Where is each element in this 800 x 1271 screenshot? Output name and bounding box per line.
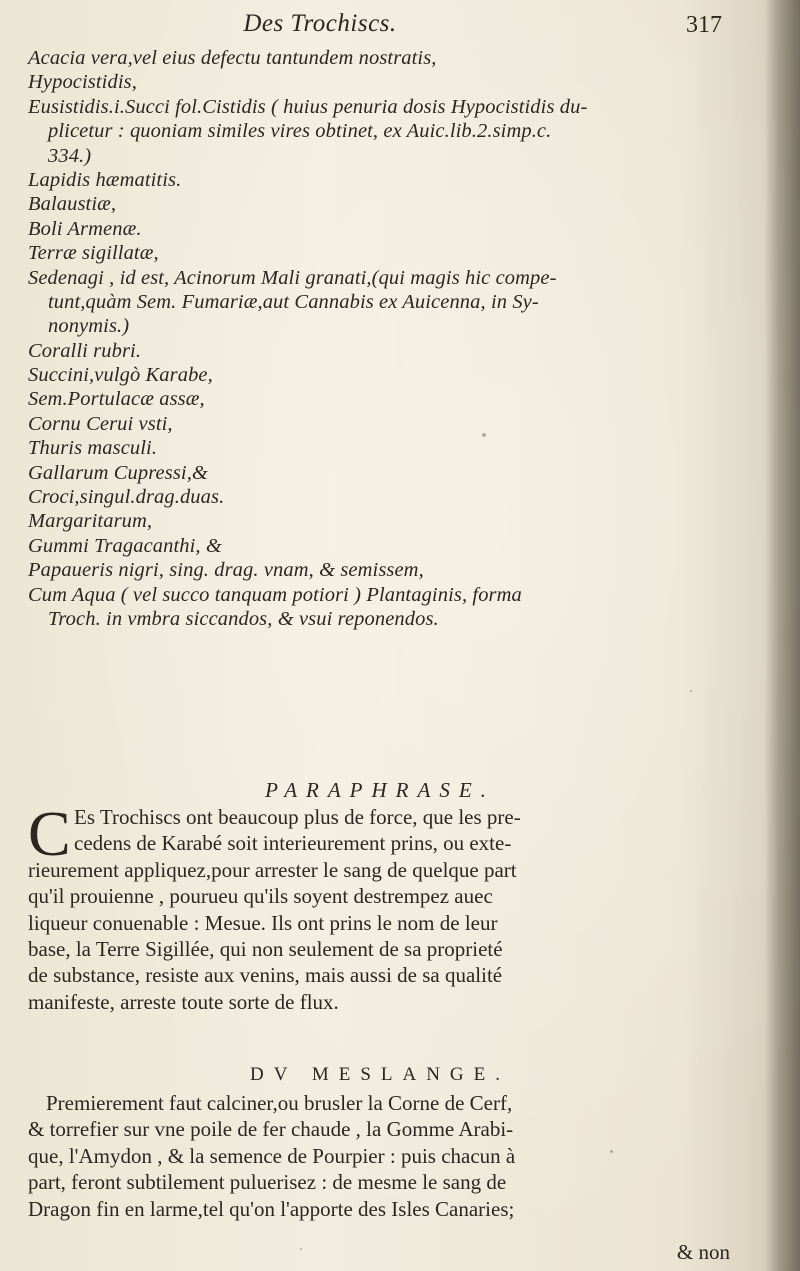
meslange-line: Dragon fin en larme,tel qu'on l'apporte des Isles Canaries; [28,1196,515,1221]
paraphrase-line: manifeste, arreste toute sorte de flux. [28,989,339,1014]
latin-line: Cornu Cerui vsti, [28,412,173,435]
latin-line: nonymis.) [48,315,130,338]
paraphrase-line: qu'il prouienne , pourueu qu'ils soyent destrempez auec [28,884,493,909]
latin-line: Gallarum Cupressi,& [28,461,208,484]
latin-line: Eusistidis.i.Succi fol.Cistidis ( huius penuria dosis Hypocistidis du- [28,95,588,118]
latin-line: Sedenagi , id est, Acinorum Mali granati,(qui magis hic compe- [28,266,557,289]
latin-line: Balaustiæ, [28,193,117,216]
latin-line: Hypocistidis, [28,71,137,94]
meslange-line: Premierement faut calciner,ou brusler la Corne de Cerf, [46,1091,513,1115]
latin-line: Lapidis hæmatitis. [28,168,182,191]
latin-line: tunt,quàm Sem. Fumariæ,aut Cannabis ex Auicenna, in Sy- [48,290,539,313]
latin-line: Thuris masculi. [28,437,158,460]
latin-line: Boli Armenæ. [28,217,142,240]
latin-line: Croci,singul.drag.duas. [28,486,225,509]
latin-line: Cum Aqua ( vel succo tanquam potiori ) Plantaginis, forma [28,583,522,606]
page-header [20,8,740,42]
latin-line: plicetur : quoniam similes vires obtinet, ex Auic.lib.2.simp.c. [48,120,552,143]
running-head: Des Trochiscs. [243,10,397,37]
paraphrase-line: de substance, resiste aux venins, mais aussi de sa qualité [28,963,503,988]
latin-line: Gummi Tragacanthi, & [28,534,222,557]
paraphrase-line: rieurement appliquez,pour arrester le sang de quelque part [28,857,517,882]
latin-line: Terræ sigillatæ, [28,242,159,265]
catchword: & non [676,1240,730,1264]
latin-ingredient-list [28,46,758,631]
latin-line: Papaueris nigri, sing. drag. vnam, & semissem, [28,559,424,582]
latin-line: Margaritarum, [28,510,153,533]
latin-line: Succini,vulgò Karabe, [28,364,213,387]
latin-line: 334.) [48,144,92,167]
meslange-heading: DV MESLANGE. [249,1064,511,1085]
page-gutter-shadow [764,0,800,1271]
page-number: 317 [686,12,722,38]
paraphrase-heading: PARAPHRASE. [265,778,495,802]
paraphrase-line: liqueur conuenable : Mesue. Ils ont prins le nom de leur [28,910,498,935]
paraphrase-line: Es Trochiscs ont beaucoup plus de force, que les pre- [74,805,521,829]
drop-cap-letter: C [28,798,71,869]
meslange-line: que, l'Amydon , & la semence de Pourpier : puis chacun à [28,1143,516,1168]
meslange-line: part, feront subtilement puluerisez : de mesme le sang de [28,1170,507,1195]
paraphrase-line: base, la Terre Sigillée, qui non seulement de sa proprieté [28,936,503,961]
latin-line: Coralli rubri. [28,339,142,362]
latin-line: Sem.Portulacæ assæ, [28,388,205,411]
latin-line: Troch. in vmbra siccandos, & vsui reponendos. [48,607,439,630]
meslange-line: & torrefier sur vne poile de fer chaude , la Gomme Arabi- [28,1117,514,1142]
meslange-text [28,1090,768,1222]
paraphrase-text [28,798,768,1015]
latin-line: Acacia vera,vel eius defectu tantundem nostratis, [28,47,437,69]
paraphrase-line: cedens de Karabé soit interieurement prins, ou exte- [74,831,512,856]
